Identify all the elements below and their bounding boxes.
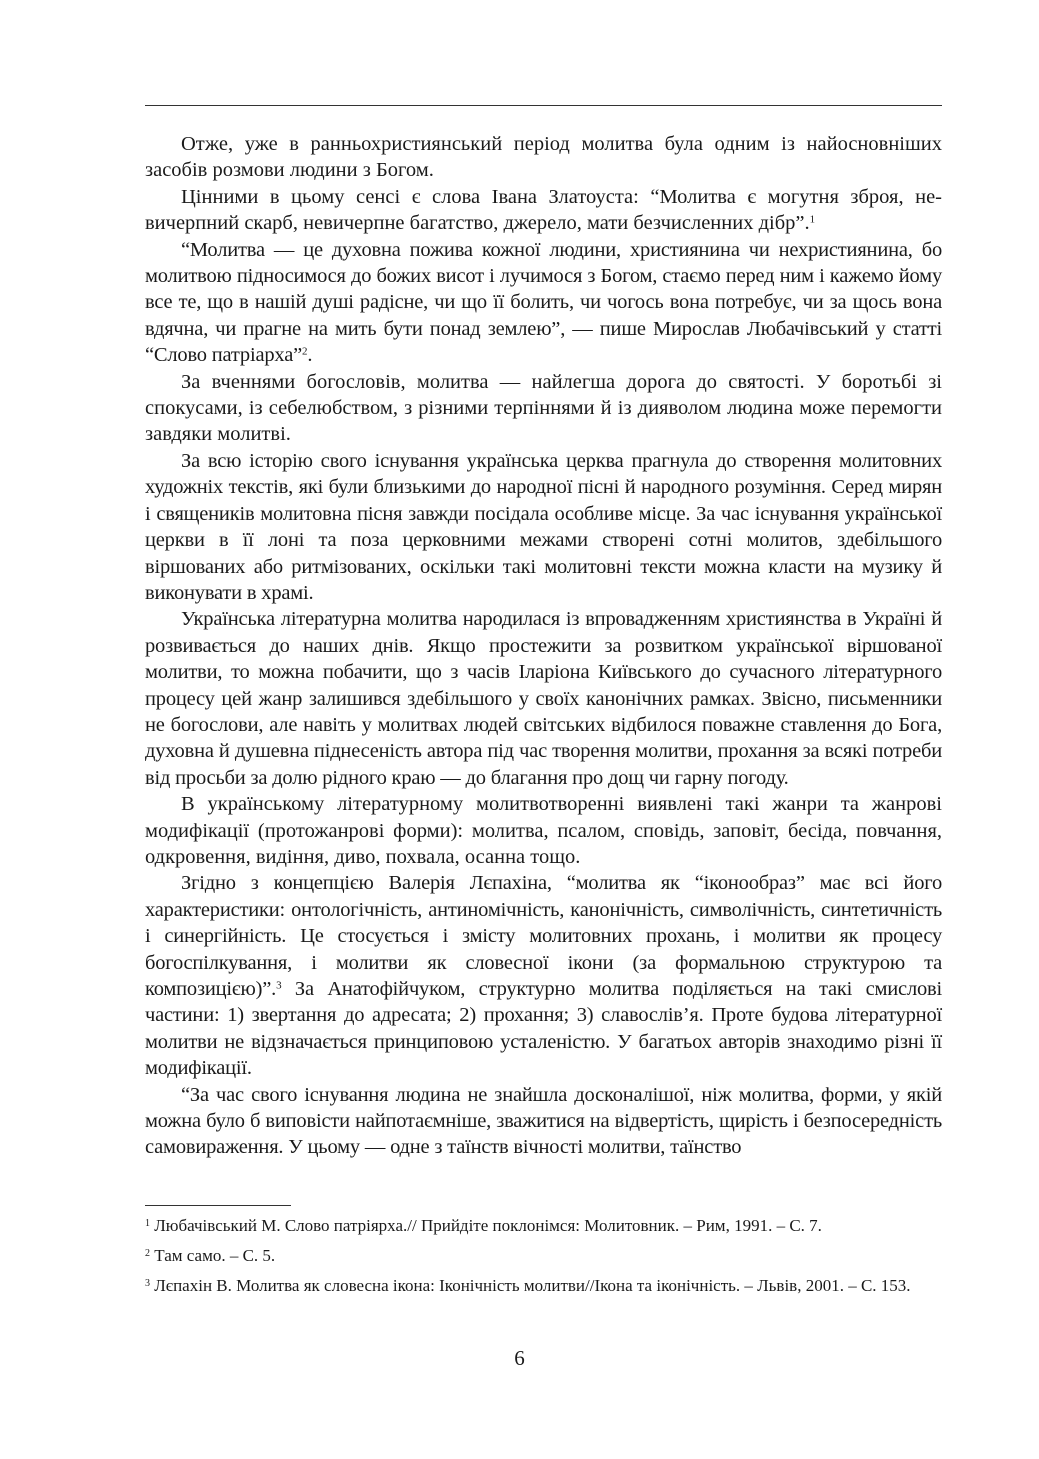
- paragraph-1: [145, 131, 942, 184]
- footnote-ref: 3: [276, 979, 282, 992]
- footnote-rule: [145, 1205, 291, 1206]
- paragraph-text: “За час свого існування людина не знайшла досконалішої, ніж молитва, форми, у якій можна було б виповісти найпотаємніше, зважитися на відвертість, щирість і безпосередність самовираження. У цьому — одне з таїнств вічності молитви, таїнство: [145, 1083, 942, 1159]
- footnote-2: [145, 1244, 942, 1268]
- paragraph-3: [145, 237, 942, 369]
- footnotes: [145, 1214, 942, 1304]
- paragraph-tail: .: [307, 344, 313, 367]
- paragraph-text: Згідно з концепцією Валерія Лєпахіна, “молитва як “іконообраз” має всі його характеристики: онтологічність, антиномічність, канонічність, символічність, синтетичність і синергійність. Це стосується і змісту молитовних прохань, і молитви як процесу богоспілкування, і молитви як словесної ікони (за формальною структурою та композицією)”.: [145, 872, 942, 1000]
- paragraph-text: Отже, уже в ранньохристиянський період молитва була одним із найосновніших засобів розмови людини з Богом.: [145, 133, 942, 182]
- footnote-mark: 3: [145, 1278, 150, 1289]
- paragraph-text: “Молитва — це духовна пожива кожної людини, християнина чи нехристиянина, бо молитвою підносимося до божих висот і лучимося з Богом, стаємо перед ним і кажемо йому все те, що в нашій душі радісне, чи що її болить, чи чогось вона потребує, чи за щось вона вдячна, чи прагне на мить бути понад землею”, — пише Мирослав Любачівський у статті “Слово патріарха”: [145, 238, 942, 367]
- paragraph-text: Українська літературна молитва народилася із впровадженням християнства в Україні й розвивається до наших днів. Якщо простежити за розвитком української віршованої молитви, то можна побачити, що з часів Іларіона Київського до сучасного літературного процесу цей жанр залишився здебільшого у своїх канонічних рамках. Звісно, письменники не богослови, але навіть у молитвах людей світських відбилося поважне ставлення до Бога, духовна й душевна піднесеність автора під час творення молитви, прохання за всякі потреби від просьби за долю рідного краю — до благання про дощ чи гарну погоду.: [145, 608, 942, 789]
- paragraph-2: [145, 184, 942, 237]
- paragraph-text: В українському літературному молитвотворенні виявлені такі жанри та жанрові модифікації (протожанрові форми): молитва, псалом, сповідь, заповіт, бесіда, повчання, одкровення, видіння, диво, похвала, осанна тощо.: [145, 793, 942, 868]
- paragraph-9: [145, 1082, 942, 1161]
- paragraph-4: [145, 369, 942, 448]
- footnote-text: Любачівський М. Слово патріярха.// Прийдіте поклонімся: Молитовник. – Рим, 1991. – С. 7.: [154, 1216, 822, 1235]
- footnote-text: Там само. – С. 5.: [154, 1246, 276, 1265]
- body-text: [145, 131, 942, 1161]
- paragraph-text: Цінними в цьому сенсі є слова Івана Златоуста: “Молитва є могутня зброя, невичерпний скарб, невичерпне багатство, джерело, мати безчисленних дібр”.: [145, 185, 942, 235]
- header-rule: [145, 105, 942, 106]
- paragraph-7: [145, 791, 942, 870]
- footnote-ref: 2: [302, 345, 308, 358]
- footnote-mark: 1: [145, 1218, 150, 1229]
- page-number: 6: [514, 1346, 525, 1370]
- paragraph-tail: За Анатофійчуком, структурно молитва поділяється на такі смислові частини: 1) звертання до адресата; 2) прохання; 3) славослів’я. Проте будова літературної молитви не відзначається принциповою усталеністю. У багатьох авторів знаходимо різні її модифікації.: [145, 978, 942, 1080]
- paragraph-6: [145, 606, 942, 791]
- footnote-3: [145, 1274, 942, 1298]
- paragraph-8: [145, 870, 942, 1081]
- footnote-mark: 2: [145, 1248, 150, 1259]
- paragraph-text: За вченнями богословів, молитва — найлегша дорога до святості. У боротьбі зі спокусами, із себелюбством, з різними терпіннями й із дияволом людина може перемогти завдяки молитві.: [145, 370, 942, 446]
- footnote-1: [145, 1214, 942, 1238]
- paragraph-5: [145, 448, 942, 606]
- footnote-text: Лєпахін В. Молитва як словесна ікона: Іконічність молитви//Ікона та іконічність. – Львів, 2001. – С. 153.: [154, 1276, 911, 1295]
- paragraph-text: За всю історію свого існування українська церква прагнула до створення молитовних художніх текстів, які були близькими до народної пісні й народного розуміння. Серед мирян і священиків молитовна пісня завжди посідала особливе місце. За час існування української церкви в її лоні та поза церковними межами створені сотні молитов, здебільшого віршованих або ритмізованих, оскільки такі молитовні тексти можна класти на музику й виконувати в храмі.: [145, 449, 942, 604]
- footnote-ref: 1: [809, 213, 816, 226]
